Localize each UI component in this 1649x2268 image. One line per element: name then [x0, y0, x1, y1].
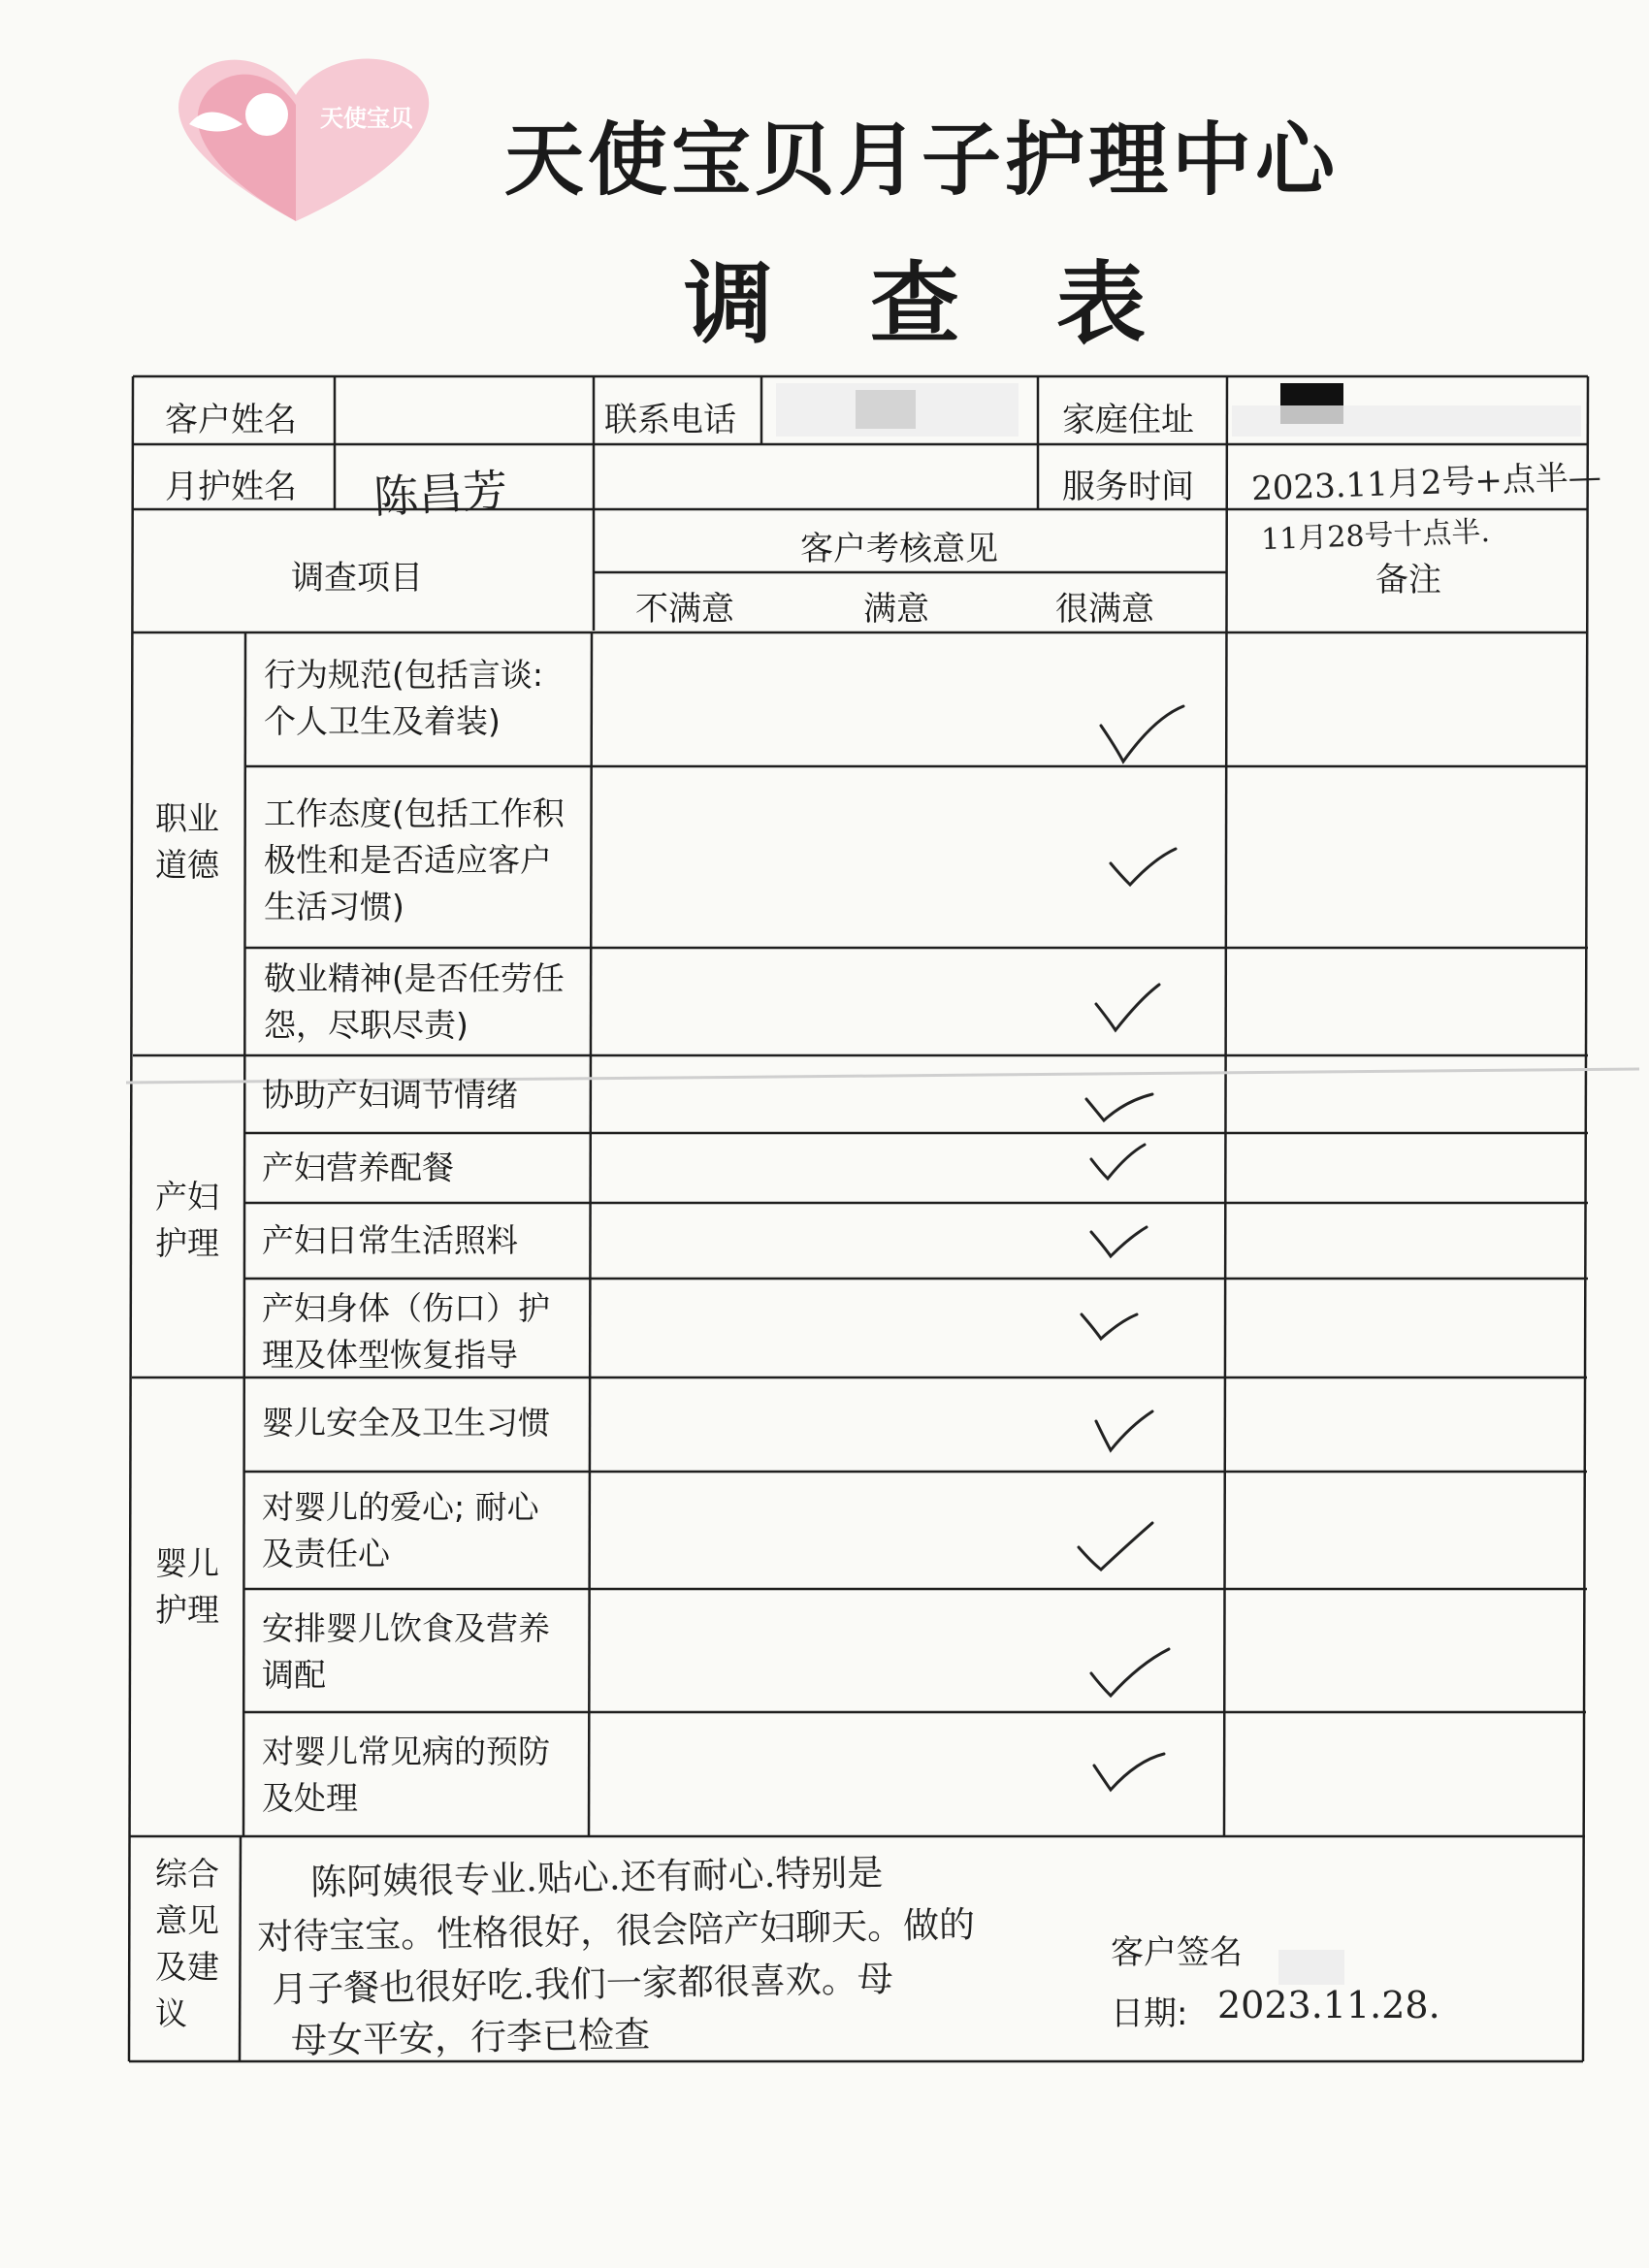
date-value: 2023.11.28.	[1217, 1984, 1440, 2026]
customer-name-label: 客户姓名	[165, 401, 297, 439]
item-recovery: 产妇身体（伤口）护 理及体型恢复指导	[262, 1289, 550, 1374]
nurse-name-label: 月护姓名	[165, 468, 297, 506]
org-name: 天使宝贝月子护理中心	[504, 114, 1340, 207]
option-very-satisfied: 很满意	[1055, 590, 1154, 629]
check-mark	[1094, 1754, 1164, 1790]
category-infant-care: 婴儿 护理	[155, 1544, 219, 1629]
check-mark	[1091, 1227, 1147, 1256]
comment-line-1: 陈阿姨很专业.贴心.还有耐心.特别是	[309, 1851, 884, 1904]
service-time-value-1: 2023.11月2号+点半—	[1250, 457, 1602, 509]
comment-line-3: 月子餐也很好吃.我们一家都很喜欢。母	[271, 1958, 894, 2011]
check-mark	[1082, 1314, 1137, 1339]
phone-label: 联系电话	[604, 401, 736, 439]
category-maternal-care: 产妇 护理	[155, 1178, 219, 1262]
nurse-name-value: 陈昌芳	[372, 464, 509, 524]
comment-line-2: 对待宝宝。性格很好，很会陪产妇聊天。做的	[256, 1903, 976, 1959]
comment-line-4: 母女平安，行李已检查	[290, 2013, 651, 2062]
item-nutrition: 产妇营养配餐	[262, 1149, 454, 1186]
service-time-value-2: 11月28号十点半.	[1260, 514, 1491, 558]
item-emotion: 协助产妇调节情绪	[262, 1076, 518, 1114]
signature-label: 客户签名	[1111, 1933, 1243, 1972]
logo-text: 天使宝贝	[320, 105, 413, 132]
check-mark	[1079, 1523, 1152, 1570]
item-column-header: 调查项目	[291, 559, 423, 598]
item-daily-care: 产妇日常生活照料	[262, 1221, 518, 1259]
check-mark	[1096, 985, 1159, 1030]
item-attitude: 工作态度(包括工作积 极性和是否适应客户 生活习惯)	[264, 794, 565, 925]
form-title: 调 查 表	[684, 252, 1180, 356]
category-ethics: 职业 道德	[155, 799, 219, 884]
check-mark	[1101, 706, 1183, 761]
item-dedication: 敬业精神(是否任劳任 怨，尽职尽责)	[264, 959, 565, 1044]
address-label: 家庭住址	[1062, 401, 1194, 439]
service-time-label: 服务时间	[1062, 468, 1194, 506]
item-illness: 对婴儿常见病的预防 及处理	[262, 1733, 550, 1817]
item-feeding: 安排婴儿饮食及营养 调配	[262, 1609, 550, 1694]
check-mark	[1091, 1649, 1169, 1696]
check-mark	[1111, 849, 1176, 885]
opinion-group-header: 客户考核意见	[800, 530, 998, 568]
summary-label: 综合 意见 及建 议	[155, 1855, 219, 2032]
option-dissatisfied: 不满意	[635, 590, 734, 629]
item-safety: 婴儿安全及卫生习惯	[262, 1404, 550, 1442]
remarks-header: 备注	[1375, 561, 1441, 599]
option-satisfied: 满意	[863, 590, 929, 629]
item-conduct: 行为规范(包括言谈: 个人卫生及着装)	[264, 656, 543, 740]
check-mark	[1096, 1411, 1152, 1450]
check-mark	[1091, 1145, 1145, 1179]
item-patience: 对婴儿的爱心; 耐心 及责任心	[262, 1488, 539, 1572]
check-mark	[1086, 1094, 1152, 1120]
date-label: 日期:	[1111, 1994, 1188, 2033]
